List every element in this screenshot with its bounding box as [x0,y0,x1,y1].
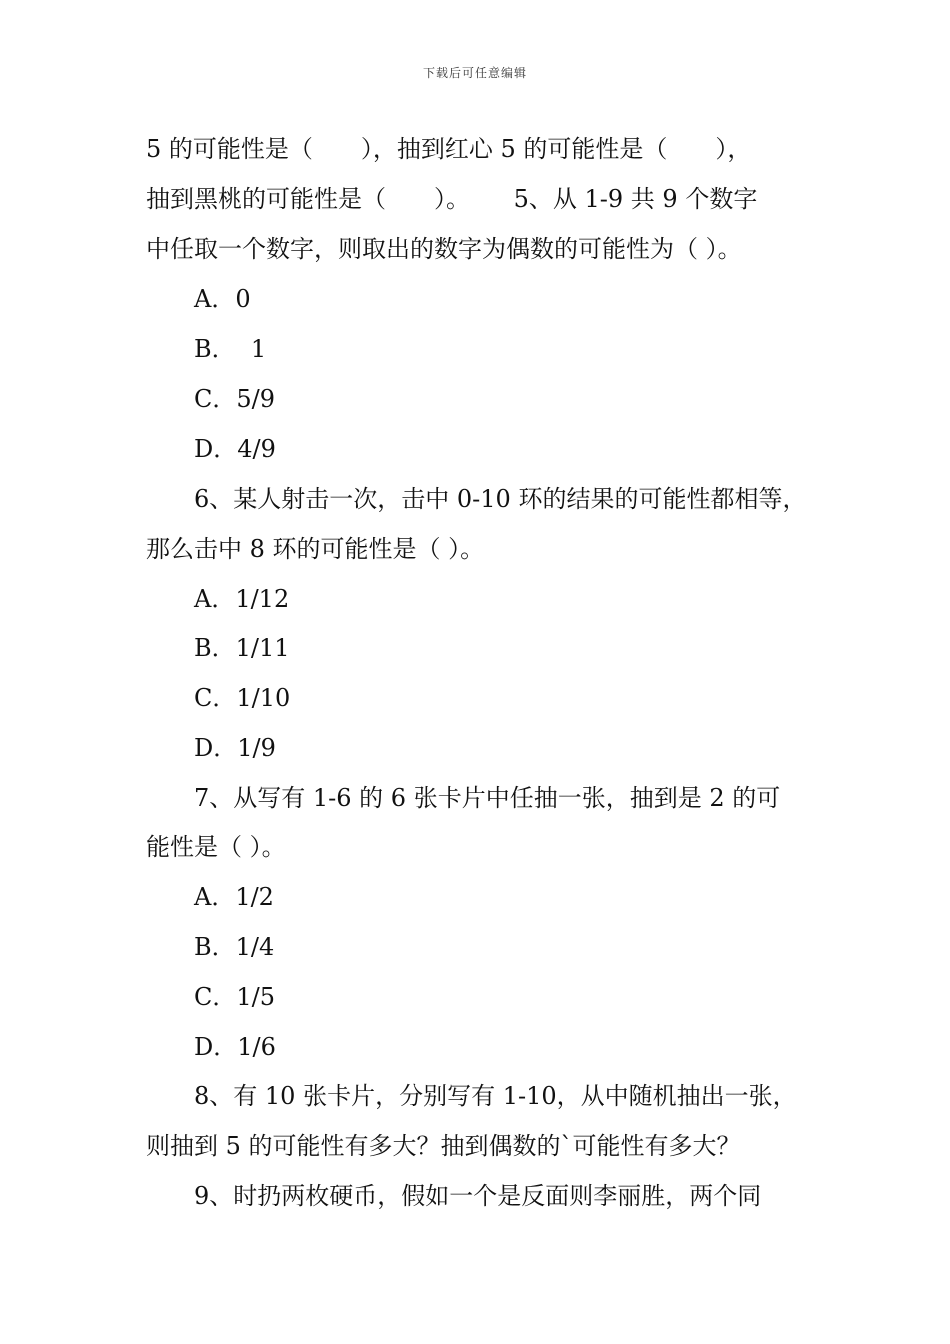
option-line: B．1/4 [194,933,275,961]
option-line: C．5/9 [194,385,275,413]
option-line: D．4/9 [194,435,276,463]
option-line: D．1/6 [194,1033,276,1061]
question-line: 9、时扔两枚硬币，假如一个是反面则李丽胜，两个同 [194,1182,762,1210]
option-line: A．1/12 [194,585,290,613]
question-line: 7、从写有 1-6 的 6 张卡片中任抽一张，抽到是 2 的可 [194,784,781,812]
text-line: 中任取一个数字，则取出的数字为偶数的可能性为（ ）。 [146,235,742,263]
option-line: C．1/5 [194,983,275,1011]
question-line: 6、某人射击一次，击中 0-10 环的结果的可能性都相等， [194,485,807,513]
text-line: 那么击中 8 环的可能性是（ ）。 [146,535,485,563]
text-line: 则抽到 5 的可能性有多大？抽到偶数的`可能性有多大？ [146,1132,741,1160]
option-line: C．1/10 [194,684,291,712]
page-header: 下载后可任意编辑 [422,66,527,80]
option-line: B． 1 [194,335,267,363]
question-line: 8、有 10 张卡片，分别写有 1-10，从中随机抽出一张， [194,1082,797,1110]
text-line: 能性是（ ）。 [146,833,286,861]
option-line: A．0 [194,285,251,313]
option-line: D．1/9 [194,734,276,762]
text-line: 5 的可能性是（ ），抽到红心 5 的可能性是（ ）， [146,135,752,163]
text-line: 抽到黑桃的可能性是（ ）。 5、从 1-9 共 9 个数字 [146,185,758,213]
option-line: B．1/11 [194,634,290,662]
option-line: A．1/2 [194,883,274,911]
